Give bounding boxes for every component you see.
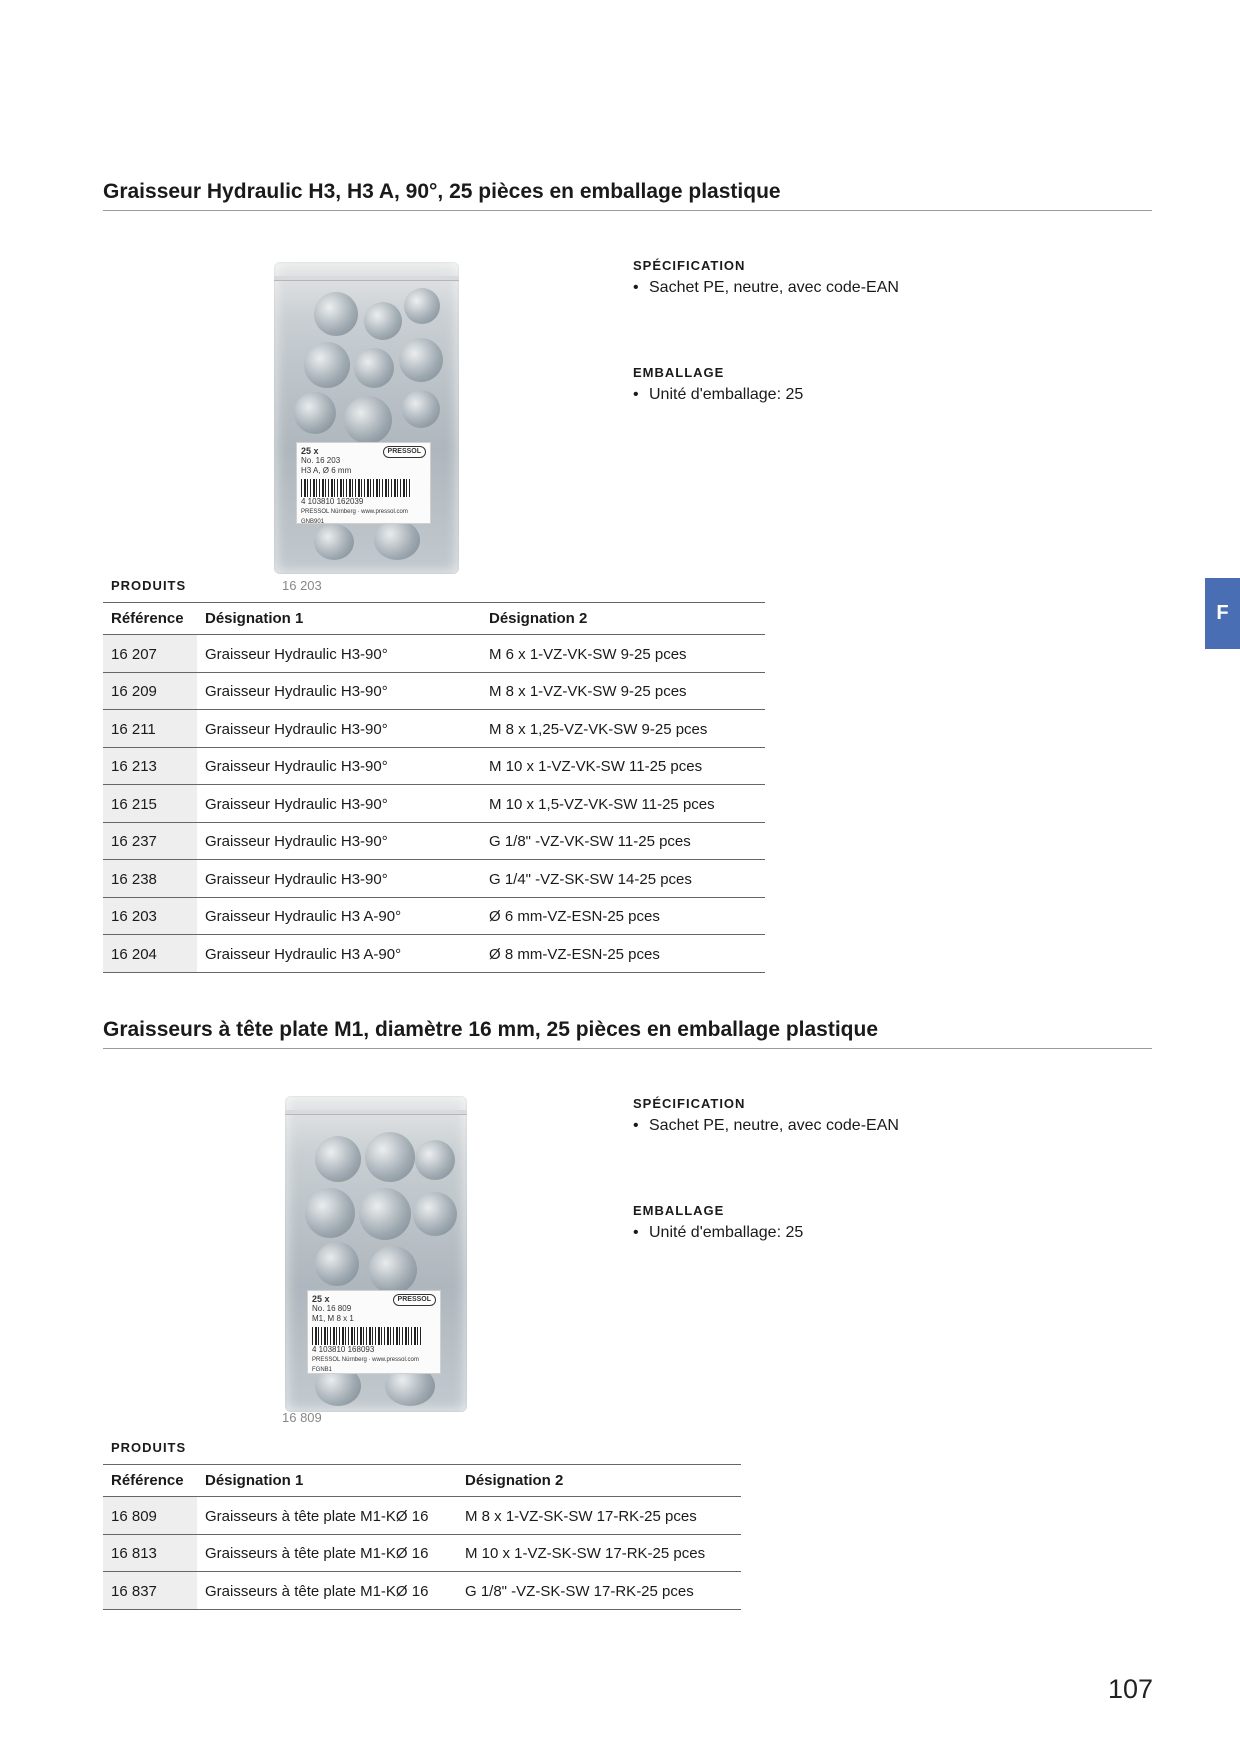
designation2-cell: Ø 6 mm-VZ-ESN-25 pces xyxy=(481,897,765,935)
bag-label: 25 x PRESSOL No. 16 203 H3 A, Ø 6 mm 4 103810 162039 PRESSOL Nürnberg · www.pressol.com GNB901 xyxy=(296,442,431,524)
designation1-cell: Graisseur Hydraulic H3-90° xyxy=(197,672,481,710)
packaging-item: • Unité d'emballage: 25 xyxy=(633,386,1093,404)
designation1-cell: Graisseur Hydraulic H3-90° xyxy=(197,785,481,823)
designation1-cell: Graisseur Hydraulic H3-90° xyxy=(197,635,481,673)
table-row xyxy=(103,1497,741,1535)
table-row xyxy=(103,747,765,785)
packaging-heading: EMBALLAGE xyxy=(633,1203,725,1218)
table-row xyxy=(103,710,765,748)
reference-cell: 16 809 xyxy=(103,1497,197,1535)
section-title: Graisseurs à tête plate M1, diamètre 16 mm, 25 pièces en emballage plastique xyxy=(103,1018,1152,1049)
product-image xyxy=(274,262,459,574)
designation1-cell: Graisseur Hydraulic H3-90° xyxy=(197,860,481,898)
reference-cell: 16 207 xyxy=(103,635,197,673)
designation1-cell: Graisseurs à tête plate M1-KØ 16 xyxy=(197,1572,457,1610)
packaging-item: • Unité d'emballage: 25 xyxy=(633,1224,1093,1242)
reference-cell: 16 238 xyxy=(103,860,197,898)
reference-cell: 16 211 xyxy=(103,710,197,748)
page-number: 107 xyxy=(1108,1674,1154,1704)
designation1-cell: Graisseur Hydraulic H3 A-90° xyxy=(197,935,481,973)
spec-block xyxy=(633,1096,1093,1242)
designation2-cell: M 8 x 1-VZ-VK-SW 9-25 pces xyxy=(481,672,765,710)
spec-item: • Sachet PE, neutre, avec code-EAN xyxy=(633,279,1093,297)
reference-cell: 16 203 xyxy=(103,897,197,935)
table-row xyxy=(103,672,765,710)
spec-block xyxy=(633,258,1093,404)
column-header: Référence xyxy=(103,1465,197,1497)
products-table xyxy=(103,602,765,973)
table-row xyxy=(103,897,765,935)
designation1-cell: Graisseurs à tête plate M1-KØ 16 xyxy=(197,1497,457,1535)
reference-cell: 16 837 xyxy=(103,1572,197,1610)
table-row xyxy=(103,935,765,973)
reference-cell: 16 213 xyxy=(103,747,197,785)
table-row xyxy=(103,1572,741,1610)
products-heading: PRODUITS xyxy=(111,578,187,593)
section-title: Graisseur Hydraulic H3, H3 A, 90°, 25 pièces en emballage plastique xyxy=(103,180,1152,211)
reference-cell: 16 209 xyxy=(103,672,197,710)
column-header: Désignation 2 xyxy=(457,1465,741,1497)
designation2-cell: M 6 x 1-VZ-VK-SW 9-25 pces xyxy=(481,635,765,673)
column-header: Référence xyxy=(103,603,197,635)
column-header: Désignation 1 xyxy=(197,603,481,635)
reference-cell: 16 237 xyxy=(103,822,197,860)
barcode-icon xyxy=(312,1327,422,1345)
designation2-cell: G 1/8" -VZ-VK-SW 11-25 pces xyxy=(481,822,765,860)
designation2-cell: M 10 x 1-VZ-VK-SW 11-25 pces xyxy=(481,747,765,785)
designation2-cell: M 10 x 1-VZ-SK-SW 17-RK-25 pces xyxy=(457,1534,741,1572)
table-row xyxy=(103,822,765,860)
table-row xyxy=(103,860,765,898)
designation2-cell: M 10 x 1,5-VZ-VK-SW 11-25 pces xyxy=(481,785,765,823)
barcode-icon xyxy=(301,479,411,497)
pressol-logo: PRESSOL xyxy=(383,446,426,458)
spec-heading: SPÉCIFICATION xyxy=(633,1096,746,1111)
reference-cell: 16 204 xyxy=(103,935,197,973)
bag-label: 25 x PRESSOL No. 16 809 M1, M 8 x 1 4 103810 168093 PRESSOL Nürnberg · www.pressol.com FGNB1 xyxy=(307,1290,441,1374)
table-row xyxy=(103,785,765,823)
designation1-cell: Graisseur Hydraulic H3-90° xyxy=(197,710,481,748)
product-image xyxy=(285,1096,467,1412)
designation2-cell: M 8 x 1-VZ-SK-SW 17-RK-25 pces xyxy=(457,1497,741,1535)
designation2-cell: G 1/4" -VZ-SK-SW 14-25 pces xyxy=(481,860,765,898)
spec-heading: SPÉCIFICATION xyxy=(633,258,746,273)
reference-cell: 16 813 xyxy=(103,1534,197,1572)
products-heading: PRODUITS xyxy=(111,1440,187,1455)
image-caption: 16 203 xyxy=(282,578,322,593)
products-table xyxy=(103,1464,741,1610)
designation1-cell: Graisseur Hydraulic H3-90° xyxy=(197,747,481,785)
reference-cell: 16 215 xyxy=(103,785,197,823)
column-header: Désignation 1 xyxy=(197,1465,457,1497)
language-tab[interactable]: F xyxy=(1205,578,1240,649)
column-header: Désignation 2 xyxy=(481,603,765,635)
designation2-cell: Ø 8 mm-VZ-ESN-25 pces xyxy=(481,935,765,973)
pressol-logo: PRESSOL xyxy=(393,1294,436,1306)
image-caption: 16 809 xyxy=(282,1410,322,1425)
table-row xyxy=(103,635,765,673)
designation1-cell: Graisseur Hydraulic H3 A-90° xyxy=(197,897,481,935)
designation2-cell: M 8 x 1,25-VZ-VK-SW 9-25 pces xyxy=(481,710,765,748)
designation1-cell: Graisseurs à tête plate M1-KØ 16 xyxy=(197,1534,457,1572)
designation1-cell: Graisseur Hydraulic H3-90° xyxy=(197,822,481,860)
designation2-cell: G 1/8" -VZ-SK-SW 17-RK-25 pces xyxy=(457,1572,741,1610)
packaging-heading: EMBALLAGE xyxy=(633,365,725,380)
table-row xyxy=(103,1534,741,1572)
spec-item: • Sachet PE, neutre, avec code-EAN xyxy=(633,1117,1093,1135)
